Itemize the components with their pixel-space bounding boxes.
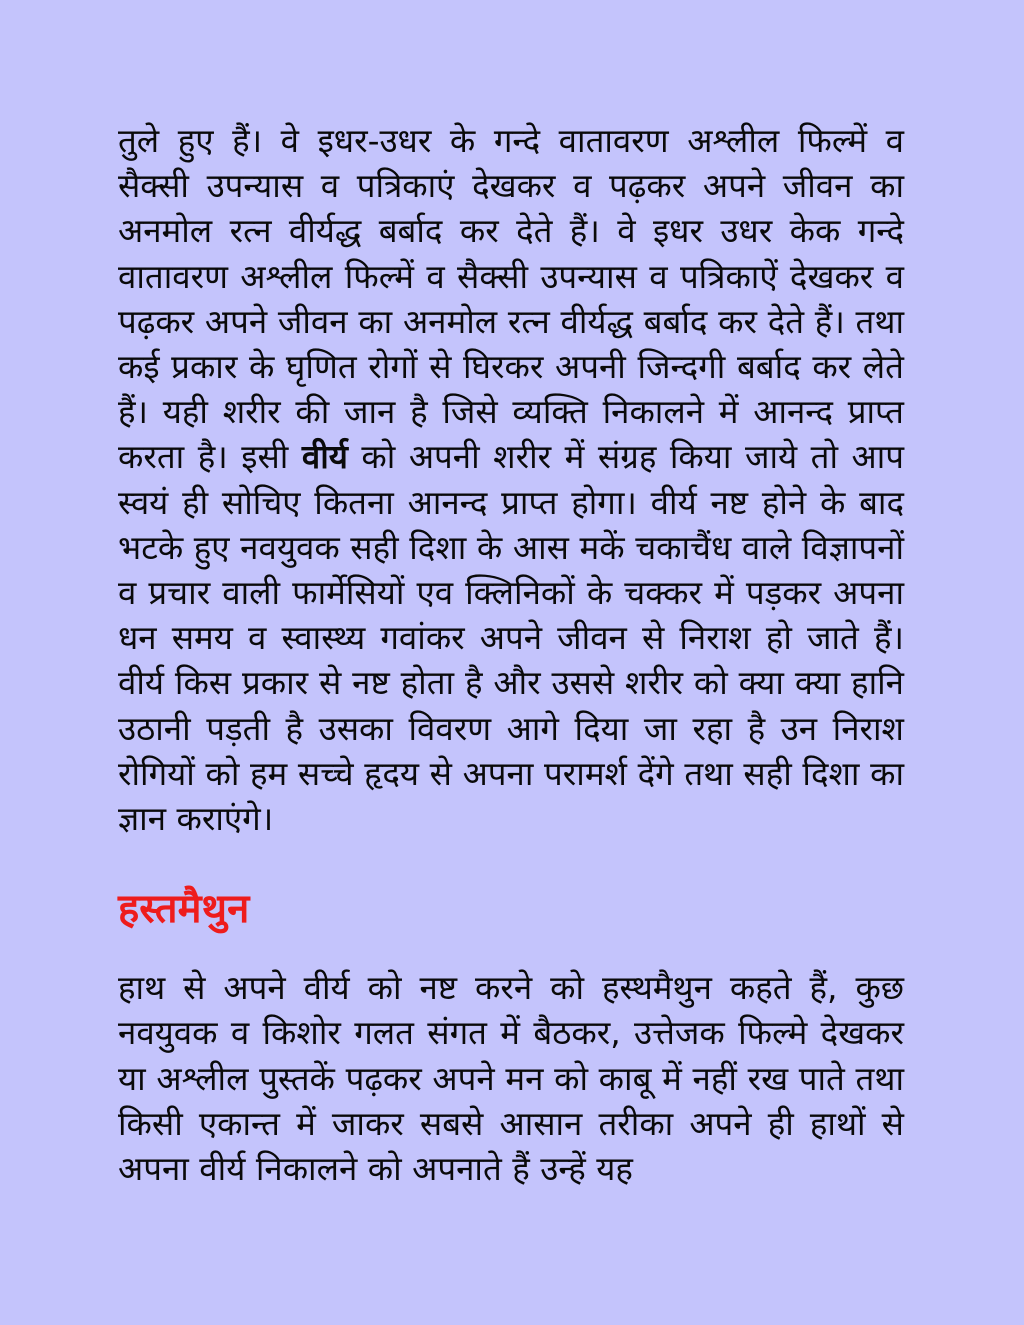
paragraph-intro-text-end: को अपनी शरीर में संग्रह किया जाये तो आप स्वयं ही सोचिए कितना आनन्द प्राप्त होगा। वीर्य नष्ट होने के बाद भटके हुए नवयुवक सही दिशा के आस मकें चकाचैंध वाले विज्ञापनों व प्रचार वाली फार्मेसियों एव क्लिनिकों के चक्कर में पड़कर अपना धन समय व स्वास्थ्य गवांकर अपने जीवन से निराश हो जाते हैं। वीर्य किस प्रकार से नष्ट होता है और उससे शरीर को क्या क्या हानि उठानी पड़ती है उसका विवरण आगे दिया जा रहा है उन निराश रोगियों को हम सच्चे हृदय से अपना परामर्श देंगे तथा सही दिशा का ज्ञान कराएंगे। — [118, 437, 904, 839]
paragraph-intro-text-start: तुले हुए हैं। वे इधर-उधर के गन्दे वातावरण अश्लील फिल्में व सैक्सी उपन्यास व पत्रिकाएं देखकर व पढ़कर अपने जीवन का अनमोल रत्न वीर्यद्ध बर्बाद कर देते हैं। वे इधर उधर केक गन्दे वातावरण अश्लील फिल्में व सैक्सी उपन्यास व पत्रिकाऐं देखकर व पढ़कर अपने जीवन का अनमोल रत्न वीर्यद्ध बर्बाद कर देते हैं। तथा कई प्रकार के घृणित रोगों से घिरकर अपनी जिन्दगी बर्बाद कर लेते हैं। यही शरीर की जान है जिसे व्यक्ति निकालने में आनन्द प्राप्त करता है। इसी — [118, 121, 904, 477]
emphasized-word: वीर्य — [301, 437, 348, 477]
document-page — [118, 118, 904, 1191]
section-heading: हस्तमैथुन — [118, 886, 250, 933]
paragraph-intro — [118, 118, 904, 841]
paragraph-section: हाथ से अपने वीर्य को नष्ट करने को हस्थमैथुन कहते हैं, कुछ नवयुवक व किशोर गलत संगत में बैठकर, उत्तेजक फिल्मे देखकर या अश्लील पुस्तकें पढ़कर अपने मन को काबू में नहीं रख पाते तथा किसी एकान्त में जाकर सबसे आसान तरीका अपने ही हाथों से अपना वीर्य निकालने को अपनाते हैं उन्हें यह — [118, 968, 904, 1189]
